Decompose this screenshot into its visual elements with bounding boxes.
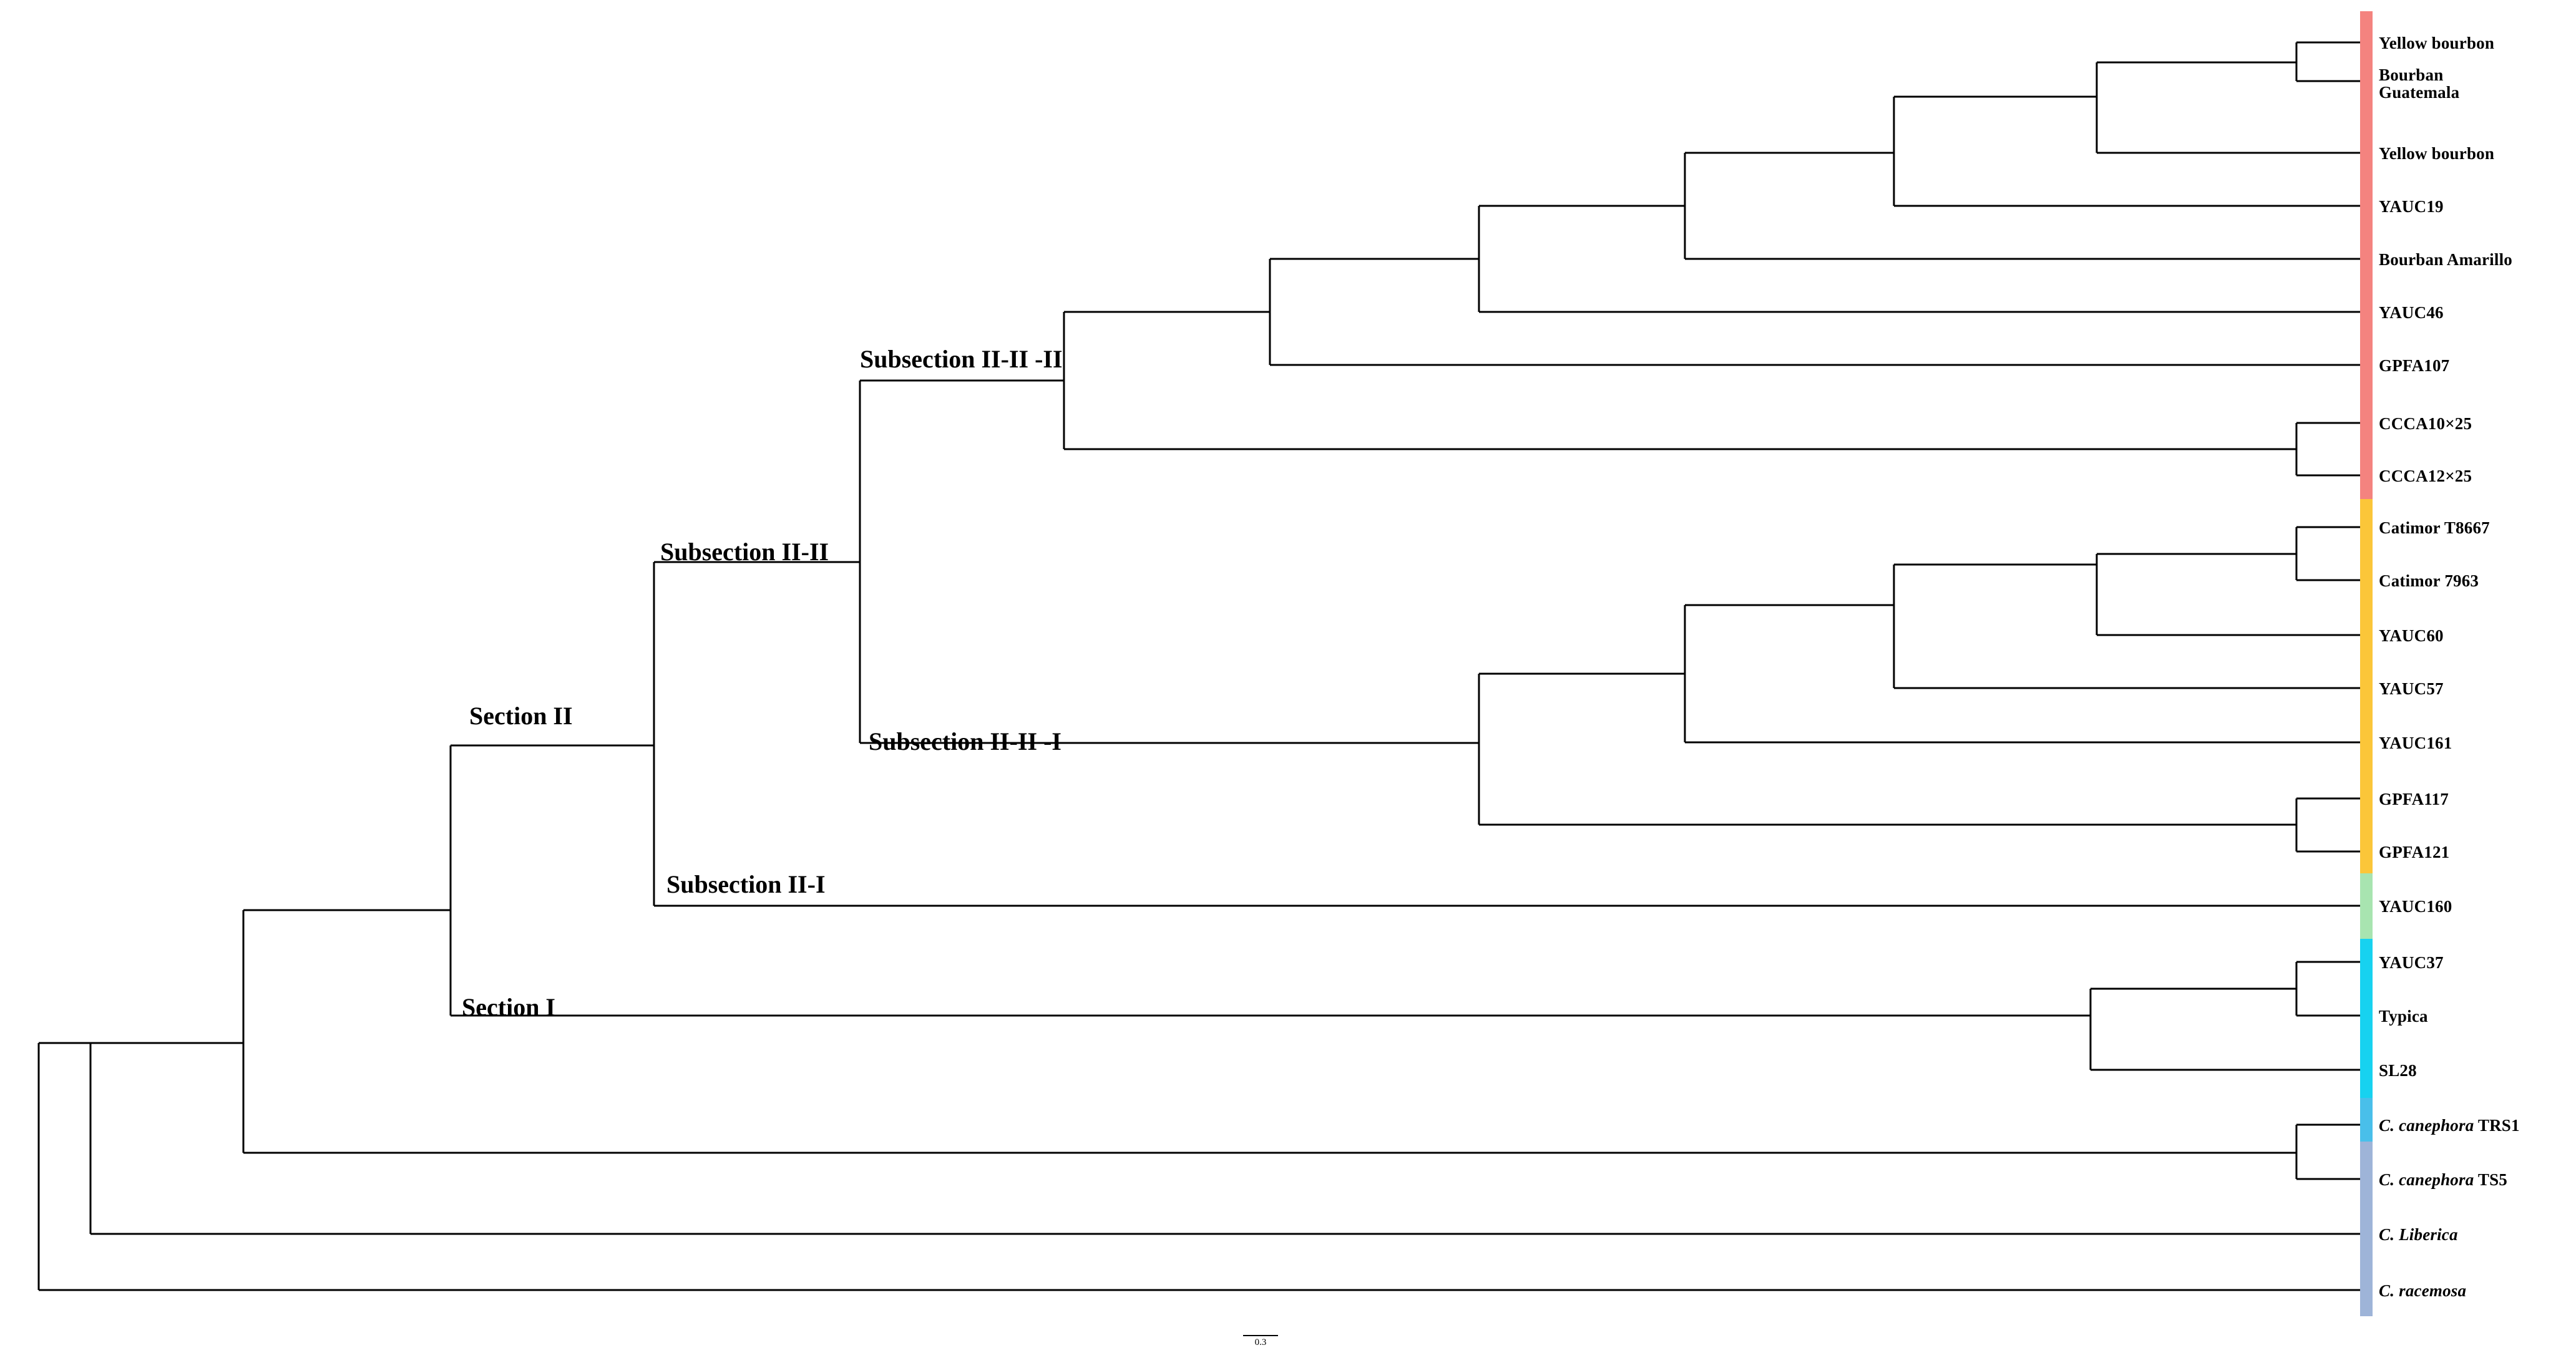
color-bar-yauc160-group: [2360, 873, 2373, 939]
tip-label: [2379, 898, 2452, 915]
tip-label: [2379, 198, 2444, 215]
tip-label-text: YAUC19: [2379, 197, 2444, 216]
clade-label-section-i: [462, 995, 555, 1020]
color-bar-typica-group: [2360, 939, 2373, 1098]
tip-label-species: C. racemosa: [2379, 1281, 2467, 1300]
tip-label: [2379, 791, 2449, 808]
tip-label-text: Typica: [2379, 1007, 2428, 1026]
clade-label-text: Section II: [469, 702, 573, 730]
tip-label-text: Catimor T8667: [2379, 518, 2490, 537]
tip-label-text: TRS1: [2474, 1116, 2520, 1135]
tip-label-text: CCCA10×25: [2379, 414, 2472, 433]
tip-label: [2379, 304, 2444, 321]
tip-label-text: TS5: [2474, 1170, 2508, 1189]
tip-label-text: Yellow bourbon: [2379, 34, 2495, 52]
tip-label: [2379, 357, 2449, 374]
tip-label: [2379, 1172, 2507, 1188]
scale-bar-line: [1243, 1335, 1278, 1336]
scale-bar-label: 0.3: [1254, 1337, 1267, 1347]
clade-label-text: Subsection II-II -II: [860, 345, 1063, 373]
tip-label: [2379, 415, 2472, 432]
tip-label: [2379, 844, 2449, 861]
tip-label-species: C. canephora: [2379, 1170, 2474, 1189]
tip-label: Bourban Guatemala: [2379, 65, 2460, 102]
color-bar-catimor-group: [2360, 499, 2373, 873]
tip-label: [2379, 1283, 2466, 1299]
clade-label-section-ii: [469, 704, 573, 729]
tip-label: [2379, 35, 2494, 52]
tip-label-text: YAUC37: [2379, 953, 2444, 972]
clade-label-text: Subsection II-II: [660, 538, 829, 566]
clade-label-text: Subsection II-II -I: [869, 727, 1061, 755]
tip-label: [2379, 520, 2490, 536]
tip-label-text: GPFA117: [2379, 790, 2449, 808]
tip-label: [2379, 1117, 2520, 1134]
clade-label-text: Section I: [462, 993, 555, 1021]
tip-label: [2379, 251, 2512, 268]
tip-label-text: GPFA107: [2379, 356, 2450, 375]
tip-label-text: GPFA121: [2379, 843, 2450, 861]
tip-label: [2379, 573, 2479, 589]
tip-label: [2379, 145, 2494, 162]
tip-label-species: C. Liberica: [2379, 1225, 2458, 1244]
color-bar-bourbon-group: [2360, 11, 2373, 499]
tip-label: [2379, 1226, 2458, 1243]
tip-label-text: YAUC60: [2379, 626, 2444, 645]
tip-label: [2379, 1062, 2417, 1079]
tip-label: [2379, 681, 2444, 697]
clade-label-subsection-ii-ii-i: [869, 729, 1061, 754]
tip-label: [2379, 468, 2472, 485]
clade-label-text: Subsection II-I: [666, 870, 826, 898]
tip-label-species: C. canephora: [2379, 1116, 2474, 1135]
tip-label-text: Yellow bourbon: [2379, 144, 2495, 163]
tip-label: [2379, 735, 2452, 752]
tip-label-text: YAUC161: [2379, 734, 2452, 752]
clade-label-subsection-ii-ii: [660, 540, 829, 565]
tip-label: [2379, 1008, 2428, 1025]
tip-label: [2379, 628, 2444, 644]
tip-label-text: Bourban Amarillo: [2379, 250, 2512, 269]
tip-label-text: SL28: [2379, 1061, 2417, 1080]
clade-label-subsection-ii-i: [666, 872, 826, 897]
color-bar-outgroup-group: [2360, 1142, 2373, 1316]
tip-label-text: YAUC46: [2379, 303, 2444, 322]
tip-label-text: CCCA12×25: [2379, 467, 2472, 485]
tip-label-text: YAUC57: [2379, 679, 2444, 698]
tip-label-text: YAUC160: [2379, 897, 2452, 916]
tip-label: [2379, 954, 2444, 971]
clade-label-subsection-ii-ii-ii: [860, 347, 1063, 372]
tip-label-text: Catimor 7963: [2379, 571, 2479, 590]
scale-bar: [1243, 1335, 1278, 1348]
color-bar-canephora-group: [2360, 1098, 2373, 1142]
